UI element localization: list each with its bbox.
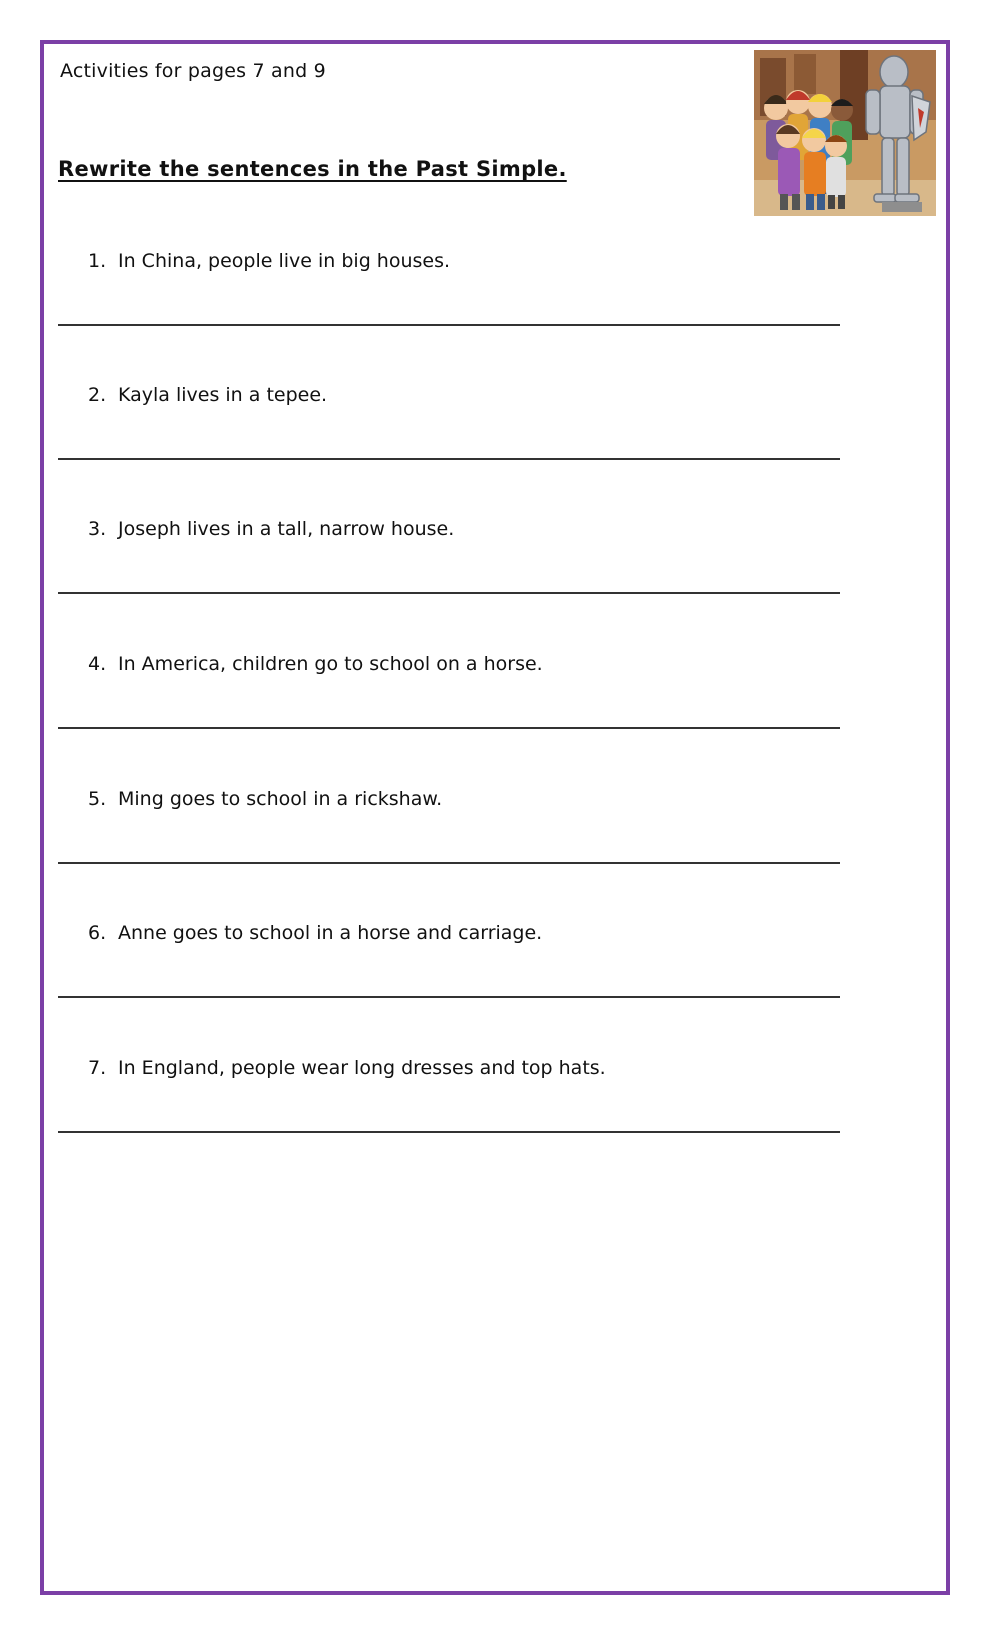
answer-line[interactable] <box>58 727 840 729</box>
list-item <box>0 518 1000 653</box>
exercise-sentence <box>88 384 327 406</box>
item-number: 1. <box>88 250 107 272</box>
sentence-text: Joseph lives in a tall, narrow house. <box>118 518 455 540</box>
list-item <box>0 653 1000 788</box>
sentence-text: In China, people live in big houses. <box>118 250 451 272</box>
list-item <box>0 250 1000 385</box>
item-number: 3. <box>88 518 107 540</box>
item-number: 6. <box>88 922 107 944</box>
exercise-sentence <box>88 788 442 810</box>
item-number: 5. <box>88 788 107 810</box>
list-item <box>0 788 1000 923</box>
item-number: 2. <box>88 384 107 406</box>
list-item <box>0 922 1000 1057</box>
item-number: 7. <box>88 1057 107 1079</box>
sentence-text: In America, children go to school on a horse. <box>118 653 543 675</box>
exercise-sentence <box>88 653 543 675</box>
answer-line[interactable] <box>58 592 840 594</box>
answer-line[interactable] <box>58 996 840 998</box>
instruction-heading: Rewrite the sentences in the Past Simple. <box>58 157 567 181</box>
sentence-text: Kayla lives in a tepee. <box>118 384 328 406</box>
exercise-sentence <box>88 250 450 272</box>
exercise-sentence <box>88 922 542 944</box>
exercise-sentence <box>88 1057 606 1079</box>
list-item <box>0 1057 1000 1192</box>
list-item <box>0 384 1000 519</box>
item-number: 4. <box>88 653 107 675</box>
knight-armor-icon <box>754 50 936 216</box>
answer-line[interactable] <box>58 1131 840 1133</box>
children-knight-illustration <box>754 50 936 216</box>
sentence-text: Ming goes to school in a rickshaw. <box>118 788 443 810</box>
answer-line[interactable] <box>58 324 840 326</box>
answer-line[interactable] <box>58 458 840 460</box>
answer-line[interactable] <box>58 862 840 864</box>
activities-label: Activities for pages 7 and 9 <box>60 60 326 82</box>
exercise-sentence <box>88 518 454 540</box>
sentence-text: In England, people wear long dresses and top hats. <box>118 1057 606 1079</box>
sentence-text: Anne goes to school in a horse and carriage. <box>118 922 543 944</box>
